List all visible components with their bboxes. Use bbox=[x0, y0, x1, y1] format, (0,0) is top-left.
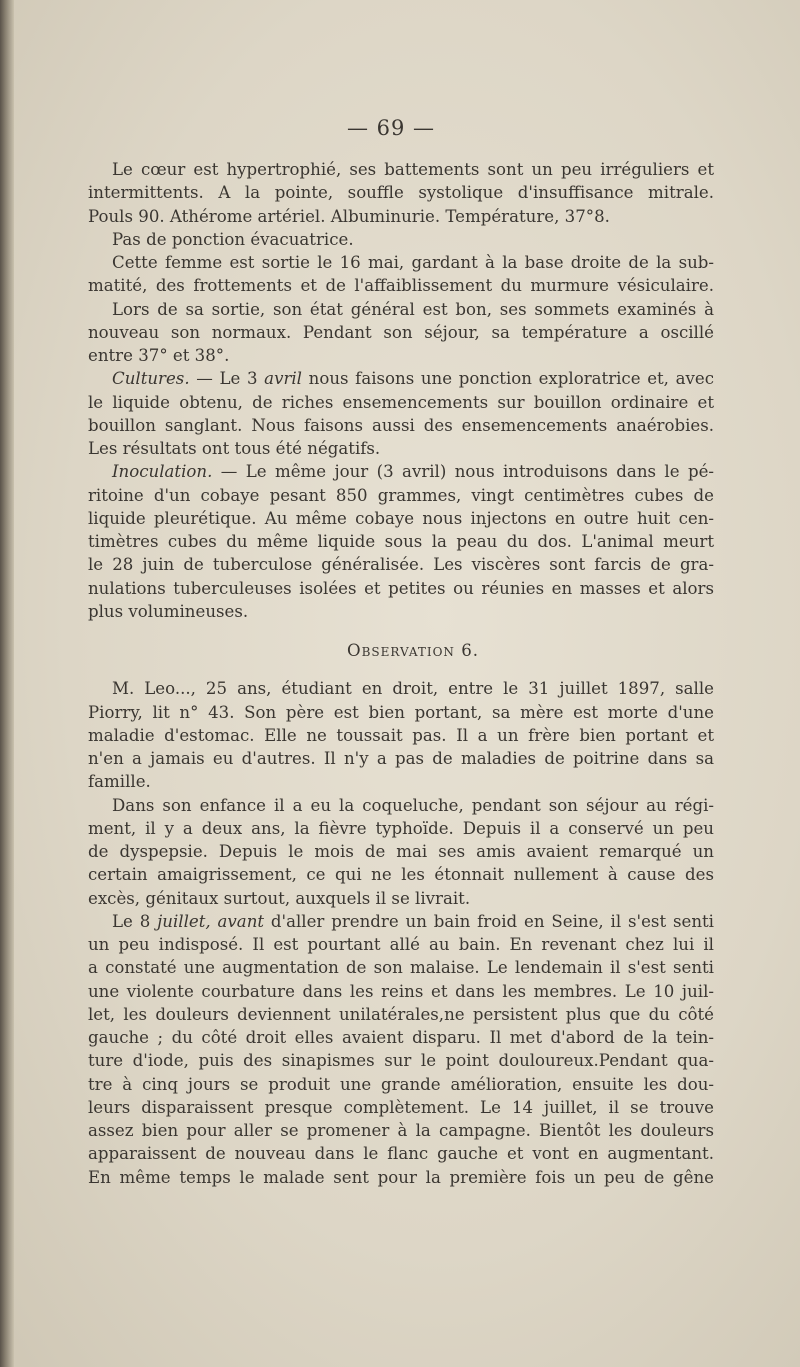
text-run: Pouls 90. Athérome artériel. Albuminurie. Température, 37°8. bbox=[88, 206, 610, 226]
text-line bbox=[88, 228, 714, 251]
text-line bbox=[88, 274, 714, 297]
text-line bbox=[88, 1142, 714, 1165]
text-line bbox=[88, 251, 714, 274]
text-run: Dans son enfance il a eu la coqueluche, pendant son séjour au régi- bbox=[112, 795, 714, 815]
italic-run: juillet, avant bbox=[157, 911, 265, 931]
text-line bbox=[88, 887, 714, 910]
text-run: ture d'iode, puis des sinapismes sur le point douloureux.Pendant qua- bbox=[88, 1051, 714, 1071]
text-line bbox=[88, 1049, 714, 1072]
text-run: — Le 3 bbox=[189, 369, 265, 389]
text-line bbox=[88, 553, 714, 576]
text-line bbox=[88, 391, 714, 414]
body-text bbox=[88, 158, 714, 1189]
text-run: entre 37° et 38°. bbox=[88, 346, 230, 365]
text-line bbox=[88, 933, 714, 956]
text-run: famille. bbox=[88, 772, 151, 792]
text-line bbox=[88, 724, 714, 747]
text-run: le 28 juin de tuberculose généralisée. Les viscères sont farcis de gra- bbox=[88, 555, 714, 575]
italic-run: Inoculation. bbox=[112, 462, 213, 482]
text-line bbox=[88, 863, 714, 886]
text-line bbox=[88, 577, 714, 600]
text-line bbox=[88, 298, 714, 321]
text-run: let, les douleurs deviennent unilatérales,ne persistent plus que du côté bbox=[88, 1004, 714, 1024]
text-run: ment, il y a deux ans, la fièvre typhoïde. Depuis il a conservé un peu bbox=[88, 818, 714, 838]
text-run: une violente courbature dans les reins et dans les membres. Le 10 juil- bbox=[88, 981, 714, 1001]
text-run: Le cœur est hypertrophié, ses battements sont un peu irréguliers et bbox=[112, 160, 714, 179]
text-run: assez bien pour aller se promener à la campagne. Bientôt les douleurs bbox=[88, 1121, 714, 1140]
text-line bbox=[88, 321, 714, 344]
text-line bbox=[88, 701, 714, 724]
text-run: n'en a jamais eu d'autres. Il n'y a pas de maladies de poitrine dans sa bbox=[88, 749, 714, 768]
text-run: nulations tuberculeuses isolées et petites ou réunies en masses et alors bbox=[88, 578, 714, 598]
section-heading: Observation 6. bbox=[346, 641, 480, 660]
text-line bbox=[88, 1119, 714, 1142]
text-run: un peu indisposé. Il est pourtant allé au bain. En revenant chez lui il bbox=[88, 935, 714, 954]
text-run: excès, génitaux surtout, auxquels il se livrait. bbox=[88, 888, 471, 908]
text-run: Pas de ponction évacuatrice. bbox=[112, 229, 354, 249]
text-run: nouveau son normaux. Pendant son séjour, sa température a oscillé bbox=[88, 322, 714, 342]
text-run: ritoine d'un cobaye pesant 850 grammes, vingt centimètres cubes de bbox=[88, 485, 714, 505]
text-line bbox=[88, 1073, 714, 1096]
text-line bbox=[88, 1096, 714, 1119]
text-line bbox=[88, 840, 714, 863]
text-run: apparaissent de nouveau dans le flanc gauche et vont en augmentant. bbox=[88, 1144, 714, 1164]
text-run: maladie d'estomac. Elle ne toussait pas. Il a un frère bien portant et bbox=[88, 725, 714, 745]
text-line bbox=[88, 747, 714, 770]
text-line bbox=[88, 507, 714, 530]
text-line bbox=[88, 344, 714, 367]
italic-run: avril bbox=[264, 369, 302, 389]
text-line bbox=[88, 484, 714, 507]
text-line bbox=[88, 1003, 714, 1026]
text-line bbox=[88, 414, 714, 437]
text-line bbox=[88, 181, 714, 204]
text-run: — Le même jour (3 avril) nous introduisons dans le pé- bbox=[212, 462, 714, 482]
text-line bbox=[88, 770, 714, 793]
text-run: matité, des frottements et de l'affaiblissement du murmure vésiculaire. bbox=[88, 276, 714, 296]
text-run: gauche ; du côté droit elles avaient disparu. Il met d'abord de la tein- bbox=[88, 1028, 714, 1047]
text-line bbox=[88, 158, 714, 181]
text-line bbox=[88, 1166, 714, 1189]
text-run: Lors de sa sortie, son état général est bon, ses sommets examinés à bbox=[112, 299, 714, 319]
text-run: bouillon sanglant. Nous faisons aussi des ensemencements anaérobies. bbox=[88, 415, 714, 435]
text-run: En même temps le malade sent pour la première fois un peu de gêne bbox=[88, 1167, 714, 1187]
text-run: Le 8 bbox=[112, 911, 158, 931]
text-run: timètres cubes du même liquide sous la peau du dos. L'animal meurt bbox=[88, 532, 714, 551]
text-line bbox=[88, 817, 714, 840]
text-run: nous faisons une ponction exploratrice et, avec bbox=[302, 369, 714, 389]
text-run: a constaté une augmentation de son malaise. Le lendemain il s'est senti bbox=[88, 958, 714, 978]
text-line bbox=[88, 530, 714, 553]
text-run: de dyspepsie. Depuis le mois de mai ses amis avaient remarqué un bbox=[88, 842, 714, 861]
text-run: certain amaigrissement, ce qui ne les étonnait nullement à cause des bbox=[88, 865, 714, 885]
text-line bbox=[88, 460, 714, 483]
text-line bbox=[88, 794, 714, 817]
text-line bbox=[88, 980, 714, 1003]
text-run: liquide pleurétique. Au même cobaye nous injectons en outre huit cen- bbox=[88, 508, 714, 528]
text-line bbox=[88, 677, 714, 700]
text-line bbox=[88, 956, 714, 979]
text-run: intermittents. A la pointe, souffle systolique d'insuffisance mitrale. bbox=[88, 183, 714, 203]
text-run: tre à cinq jours se produit une grande amélioration, ensuite les dou- bbox=[88, 1074, 714, 1094]
text-run: Les résultats ont tous été négatifs. bbox=[88, 439, 381, 458]
text-line bbox=[88, 205, 714, 228]
italic-run: Cultures. bbox=[112, 369, 190, 389]
text-line bbox=[88, 600, 714, 623]
text-run: plus volumineuses. bbox=[88, 601, 249, 621]
text-run: Cette femme est sortie le 16 mai, gardant à la base droite de la sub- bbox=[112, 253, 714, 272]
text-line bbox=[88, 367, 714, 390]
text-line bbox=[88, 1026, 714, 1049]
text-line bbox=[88, 437, 714, 460]
observation-6-text bbox=[88, 677, 714, 1189]
text-run: M. Leo..., 25 ans, étudiant en droit, entre le 31 juillet 1897, salle bbox=[112, 679, 714, 699]
text-run: le liquide obtenu, de riches ensemencements sur bouillon ordinaire et bbox=[88, 392, 714, 412]
observation-5-continuation bbox=[88, 158, 714, 623]
page-number: — 69 — bbox=[346, 116, 436, 140]
book-spine-shadow bbox=[0, 0, 14, 1367]
text-run: d'aller prendre un bain froid en Seine, il s'est senti bbox=[264, 911, 714, 931]
text-run: Piorry, lit n° 43. Son père est bien portant, sa mère est morte d'une bbox=[88, 702, 714, 722]
text-run: leurs disparaissent presque complètement. Le 14 juillet, il se trouve bbox=[88, 1097, 714, 1117]
text-line bbox=[88, 910, 714, 933]
